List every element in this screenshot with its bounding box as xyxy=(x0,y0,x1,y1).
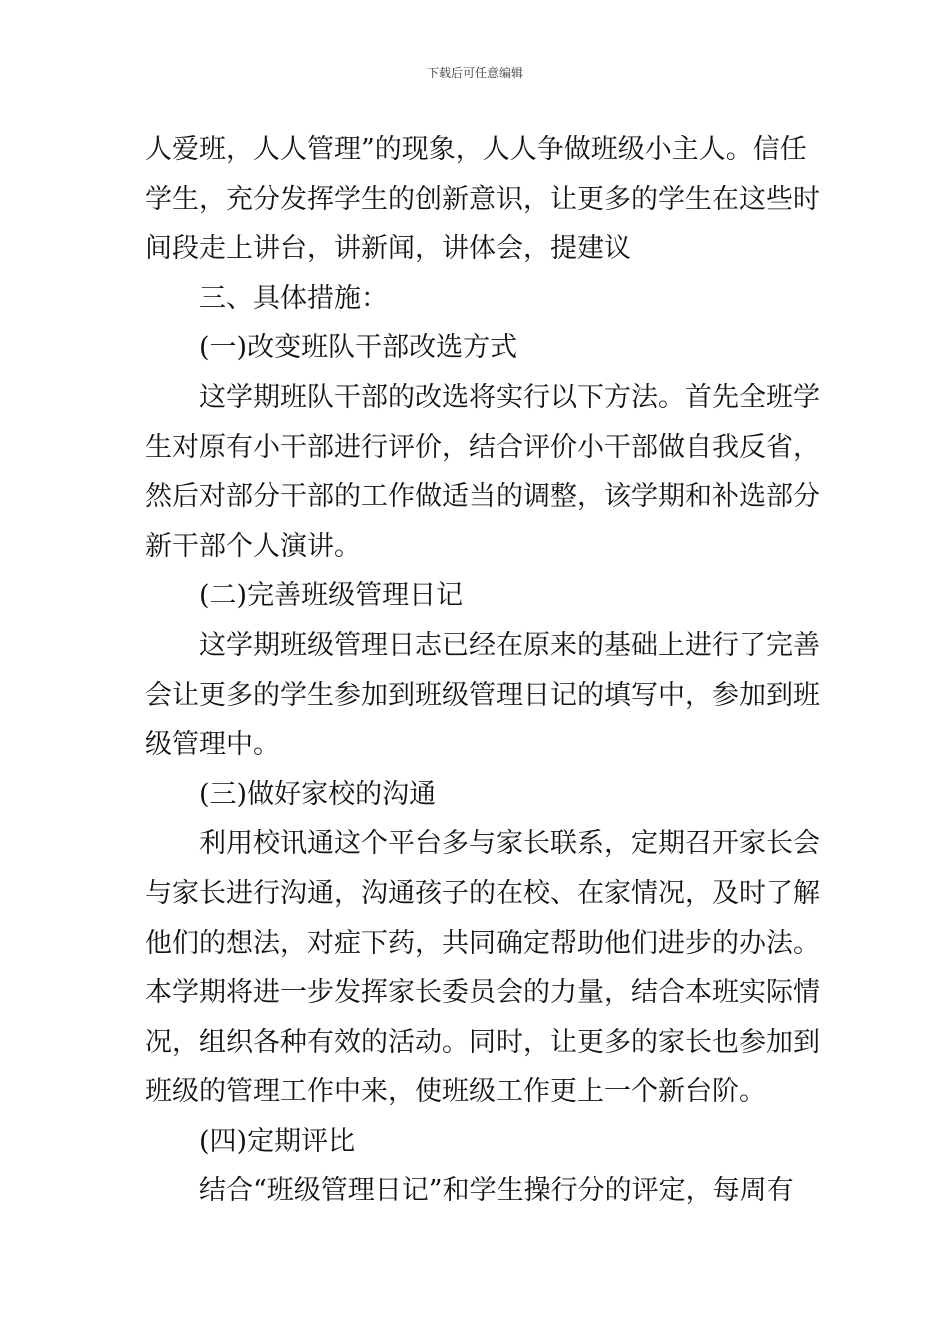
paragraph-line: 级管理中。 xyxy=(145,729,280,761)
paragraph-line: 间段走上讲台，讲新闻，讲体会，提建议 xyxy=(145,233,631,265)
paragraph-line: 本学期将进一步发挥家长委员会的力量，结合本班实际情 xyxy=(145,977,820,1009)
paragraph-line: 班级的管理工作中来，使班级工作更上一个新台阶。 xyxy=(145,1076,766,1108)
section-heading: 三、具体措施： xyxy=(199,282,388,314)
subsection-heading: (三)做好家校的沟通 xyxy=(199,778,437,810)
paragraph-line: 新干部个人演讲。 xyxy=(145,530,361,562)
paragraph-line: 然后对部分干部的工作做适当的调整，该学期和补选部分 xyxy=(145,481,820,513)
paragraph-line: 这学期班级管理日志已经在原来的基础上进行了完善 xyxy=(199,629,820,661)
paragraph-line: 人爱班，人人管理”的现象，人人争做班级小主人。信任 xyxy=(145,134,807,165)
paragraph-line: 况，组织各种有效的活动。同时，让更多的家长也参加到 xyxy=(145,1026,820,1058)
paragraph-line: 学生，充分发挥学生的创新意识，让更多的学生在这些时 xyxy=(145,183,820,215)
subsection-heading: (一)改变班队干部改选方式 xyxy=(199,332,518,364)
subsection-heading: (四)定期评比 xyxy=(199,1125,356,1157)
paragraph-line: 他们的想法，对症下药，共同确定帮助他们进步的办法。 xyxy=(145,927,820,959)
paragraph-line: 利用校讯通这个平台多与家长联系，定期召开家长会 xyxy=(199,828,820,860)
paragraph-line: 会让更多的学生参加到班级管理日记的填写中，参加到班 xyxy=(145,679,820,711)
document-body xyxy=(145,125,820,1216)
paragraph-line: 生对原有小干部进行评价，结合评价小干部做自我反省， xyxy=(145,431,820,463)
paragraph-line: 这学期班队干部的改选将实行以下方法。首先全班学 xyxy=(199,381,820,413)
subsection-heading: (二)完善班级管理日记 xyxy=(199,580,464,612)
paragraph-line: 与家长进行沟通，沟通孩子的在校、在家情况，及时了解 xyxy=(145,877,820,909)
page-header-note: 下载后可任意编辑 xyxy=(426,66,523,80)
paragraph-line: 结合“班级管理日记”和学生操行分的评定，每周有 xyxy=(199,1175,794,1207)
